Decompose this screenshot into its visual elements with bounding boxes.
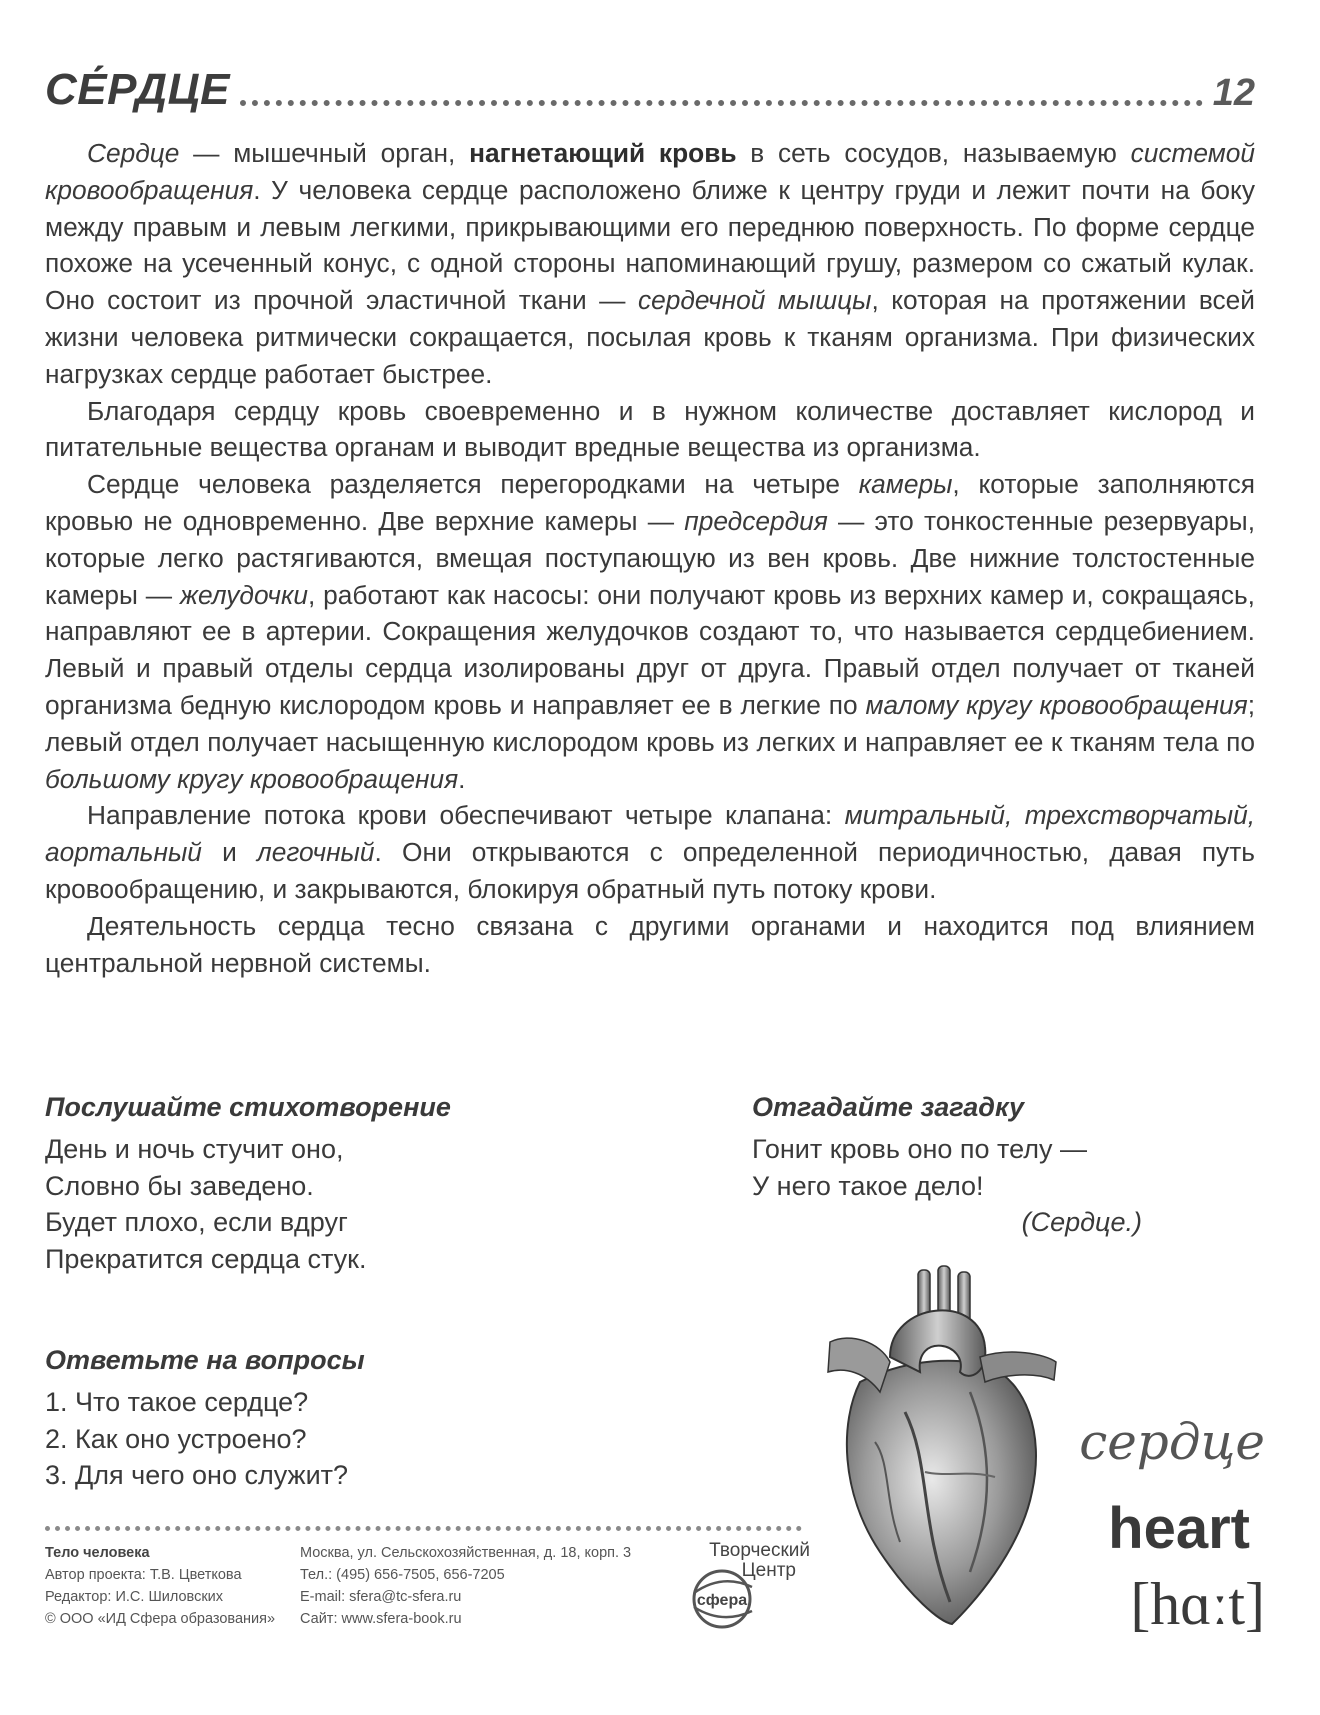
paragraph-3: Сердце человека разделяется перегородками на четыре камеры, которые заполняются кровью не одновременно. Две верхние камеры — предсердия — это тонкостенные резервуары, которые легко растягиваются, вмещая поступающую из вен кровь. Две нижние толстостенные камеры — желудочки, работают как насосы: они получают кровь из верхних камер и, сокращаясь, направляют ее в артерии. Сокращения желудочков создают то, что называется сердцебиением. Левый и правый отделы сердца изолированы друг от друга. Правый отдел получает от тканей организма бедную кислородом кровь и направляет ее в легкие по малому кругу кровообращения; левый отдел получает насыщенную кислородом кровь из легких и направляет ее к тканям тела по большому кругу кровообращения. (45, 469, 1255, 794)
term-ventricles: желудочки (179, 579, 309, 610)
copyright: © ООО «ИД Сфера образования» (45, 1611, 276, 1627)
questions-list (45, 1384, 645, 1494)
term-pulmonary-circulation: малому кругу кровообращения (865, 689, 1248, 720)
question-item: 3. Для чего оно служит? (45, 1460, 349, 1490)
imprint-contacts (300, 1542, 631, 1630)
vocab-word-russian: сердце (1079, 1413, 1265, 1471)
term-systemic-circulation: большому кругу кровообращения (45, 763, 459, 794)
paragraph-5: Деятельность сердца тесно связана с другими органами и находится под влиянием центральной нервной системы. (45, 910, 1255, 978)
vocab-transcription: [hɑːt] (1130, 1571, 1265, 1637)
poem-section (45, 1092, 645, 1277)
editor-credit: Редактор: И.С. Шиловских (45, 1589, 224, 1605)
series-name: Тело человека (45, 1545, 150, 1561)
riddle-answer: (Сердце.) (1021, 1207, 1142, 1237)
term-pulmonary-valve: легочный (256, 837, 375, 868)
poem-title: Послушайте стихотворение (45, 1092, 451, 1122)
question-item: 1. Что такое сердце? (45, 1387, 309, 1417)
footer-divider (45, 1526, 802, 1531)
poem-line: День и ночь стучит оно, (45, 1134, 344, 1164)
riddle-title: Отгадайте загадку (752, 1092, 1025, 1122)
term-heart-muscle: сердечной мышцы (637, 285, 872, 316)
riddle-section (752, 1092, 1172, 1241)
term-atria: предсердия (684, 505, 828, 536)
title-dot-leader (240, 100, 1203, 106)
page-title: СЕ́РДЦЕ (45, 65, 230, 114)
page-header (45, 52, 1255, 112)
publisher-site: Сайт: www.sfera-book.ru (300, 1611, 462, 1627)
riddle-line: У него такое дело! (752, 1170, 984, 1201)
publisher-logo (670, 1541, 810, 1631)
publisher-phone: Тел.: (495) 656-7505, 656-7205 (300, 1567, 505, 1583)
logo-mark: сфера (696, 1592, 748, 1609)
article-body (45, 135, 1255, 981)
term-heart: Сердце (87, 138, 180, 168)
term-valves: митральный, трехстворчатый, аортальный (45, 800, 1256, 868)
term-circulatory-system: системой кровообращения (45, 138, 1255, 205)
questions-section (45, 1345, 645, 1494)
imprint-credits (45, 1542, 275, 1630)
questions-title: Ответьте на вопросы (45, 1345, 365, 1375)
vocab-word-english: heart (1108, 1496, 1250, 1561)
paragraph-2: Благодаря сердцу кровь своевременно и в нужном количестве доставляет кислород и питательные вещества органам и выводит вредные вещества из организма. (45, 395, 1255, 463)
poem-line: Будет плохо, если вдруг (45, 1207, 348, 1237)
poem-line: Словно бы заведено. (45, 1170, 314, 1201)
publisher-address: Москва, ул. Сельскохозяйственная, д. 18, корп. 3 (300, 1545, 632, 1561)
logo-text: Творческий Центр (709, 1540, 810, 1581)
publisher-email: E-mail: sfera@tc-sfera.ru (300, 1589, 462, 1605)
page-number: 12 (1212, 72, 1255, 114)
question-item: 2. Как оно устроено? (45, 1423, 307, 1454)
poem-verse (45, 1131, 645, 1277)
paragraph-4: Направление потока крови обеспечивают четыре клапана: митральный, трехстворчатый, аортальный и легочный. Они открываются с определенной периодичностью, давая путь кровообращению, и закрываются, блокируя обратный путь потоку крови. (45, 800, 1256, 904)
poem-line: Прекратится сердца стук. (45, 1243, 367, 1274)
author-credit: Автор проекта: Т.В. Цветкова (45, 1567, 242, 1583)
riddle-line: Гонит кровь оно по телу — (752, 1134, 1087, 1164)
paragraph-1: Сердце — мышечный орган, нагнетающий кровь в сеть сосудов, называемую системой кровообращения. У человека сердце расположено ближе к центру груди и лежит почти на боку между правым и левым легкими, прикрывающими его переднюю поверхность. По форме сердце похоже на усеченный конус, с одной стороны напоминающий грушу, размером со сжатый кулак. Оно состоит из прочной эластичной ткани — сердечной мышцы, которая на протяжении всей жизни человека ритмически сокращается, посылая кровь к тканям организма. При физических нагрузках сердце работает быстрее. (45, 138, 1255, 389)
sfera-logo-icon (680, 1563, 770, 1631)
bold-term: нагнетающий кровь (469, 138, 737, 168)
heart-illustration-icon (820, 1262, 1060, 1627)
term-chambers: камеры (858, 469, 953, 500)
riddle-verse (752, 1131, 1172, 1241)
